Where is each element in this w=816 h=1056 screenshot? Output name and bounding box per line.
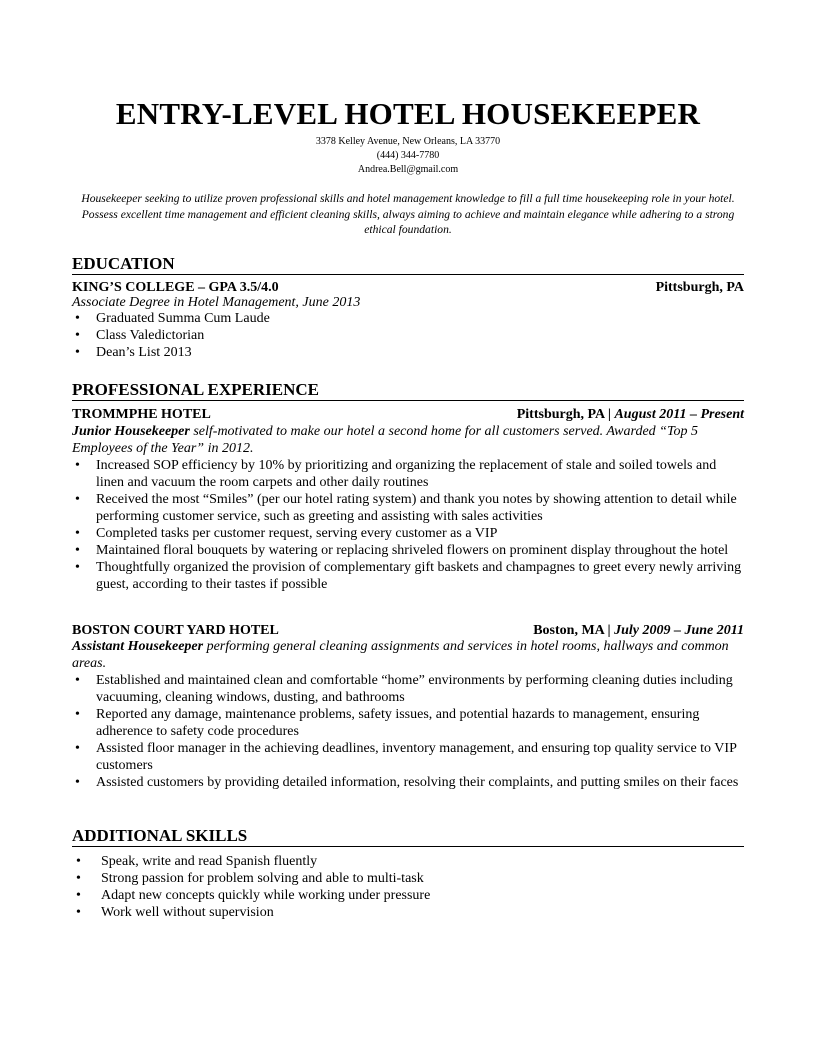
job-location-dates [517,406,744,423]
skills-list [72,853,744,921]
school-name: KING’S COLLEGE – GPA 3.5/4.0 [72,280,279,295]
job-role: Junior Housekeeper [72,424,190,439]
job-summary [72,423,744,457]
employer-name: TROMMPHE HOTEL [72,407,211,422]
employer-name: BOSTON COURT YARD HOTEL [72,623,279,638]
list-item: • Assisted customers by providing detailed information, resolving their complaints, and putting smiles on their faces [72,774,744,791]
list-item: • Work well without supervision [72,904,744,921]
list-item: • Dean’s List 2013 [72,344,744,361]
list-item: • Assisted floor manager in the achieving deadlines, inventory management, and ensuring top quality service to VIP customers [72,740,744,774]
objective-statement: Housekeeper seeking to utilize proven professional skills and hotel management knowledge to fill a full time housekeeping role in your hotel. Possess excellent time management and efficient cleaning skills, always aiming to achieve and maintain elegance while adhering to a strong ethical foundation. [81,192,735,236]
job-dates: August 2011 – Present [614,407,744,422]
job-role: Assistant Housekeeper [72,639,204,654]
skills-heading: ADDITIONAL SKILLS [72,826,744,847]
list-item: • Received the most “Smiles” (per our hotel rating system) and thank you notes by showing attention to detail while performing customer service, such as greeting and assisting with sales activities [72,491,744,525]
education-list [72,310,744,361]
list-item: • Maintained floral bouquets by watering or replacing shriveled flowers on prominent display throughout the hotel [72,542,744,559]
address-line: 3378 Kelley Avenue, New Orleans, LA 33770 [315,136,501,147]
job-summary-text: performing general cleaning assignments and services in hotel rooms, hallways and common areas. [72,639,729,671]
list-item: • Graduated Summa Cum Laude [72,310,744,327]
list-item: • Increased SOP efficiency by 10% by prioritizing and organizing the replacement of stale and soiled towels and linen and vacuum the room carpets and other daily routines [72,457,744,491]
job-location: Boston, MA | [533,623,615,638]
school-location: Pittsburgh, PA [655,280,744,295]
list-item: • Strong passion for problem solving and able to multi-task [72,870,744,887]
job-bullets [72,672,744,791]
phone-line: (444) 344-7780 [376,150,440,161]
job-bullets [72,457,744,593]
list-item: • Speak, write and read Spanish fluently [72,853,744,870]
list-item: • Completed tasks per customer request, serving every customer as a VIP [72,525,744,542]
list-item: • Class Valedictorian [72,327,744,344]
job-dates: July 2009 – June 2011 [614,623,744,638]
job-location: Pittsburgh, PA | [516,407,615,422]
experience-heading: PROFESSIONAL EXPERIENCE [72,380,744,401]
list-item: • Thoughtfully organized the provision of complementary gift baskets and champagnes to greet every newly arriving guest, according to their tastes if possible [72,559,744,593]
list-item: • Reported any damage, maintenance problems, safety issues, and potential hazards to management, ensuring adherence to safety code procedures [72,706,744,740]
job-summary-text: self-motivated to make our hotel a second home for all customers served. Awarded “Top 5 Employees of the Year” in 2012. [72,424,698,456]
job-location-dates [533,622,744,639]
email-line: Andrea.Bell@gmail.com [357,164,459,175]
list-item: • Established and maintained clean and comfortable “home” environments by performing cleaning duties including vacuuming, cleaning windows, dusting, and bathrooms [72,672,744,706]
degree-line: Associate Degree in Hotel Management, June 2013 [72,295,361,310]
resume-title: ENTRY-LEVEL HOTEL HOUSEKEEPER [115,96,701,131]
job-summary [72,638,744,672]
education-heading: EDUCATION [72,254,744,275]
list-item: • Adapt new concepts quickly while working under pressure [72,887,744,904]
